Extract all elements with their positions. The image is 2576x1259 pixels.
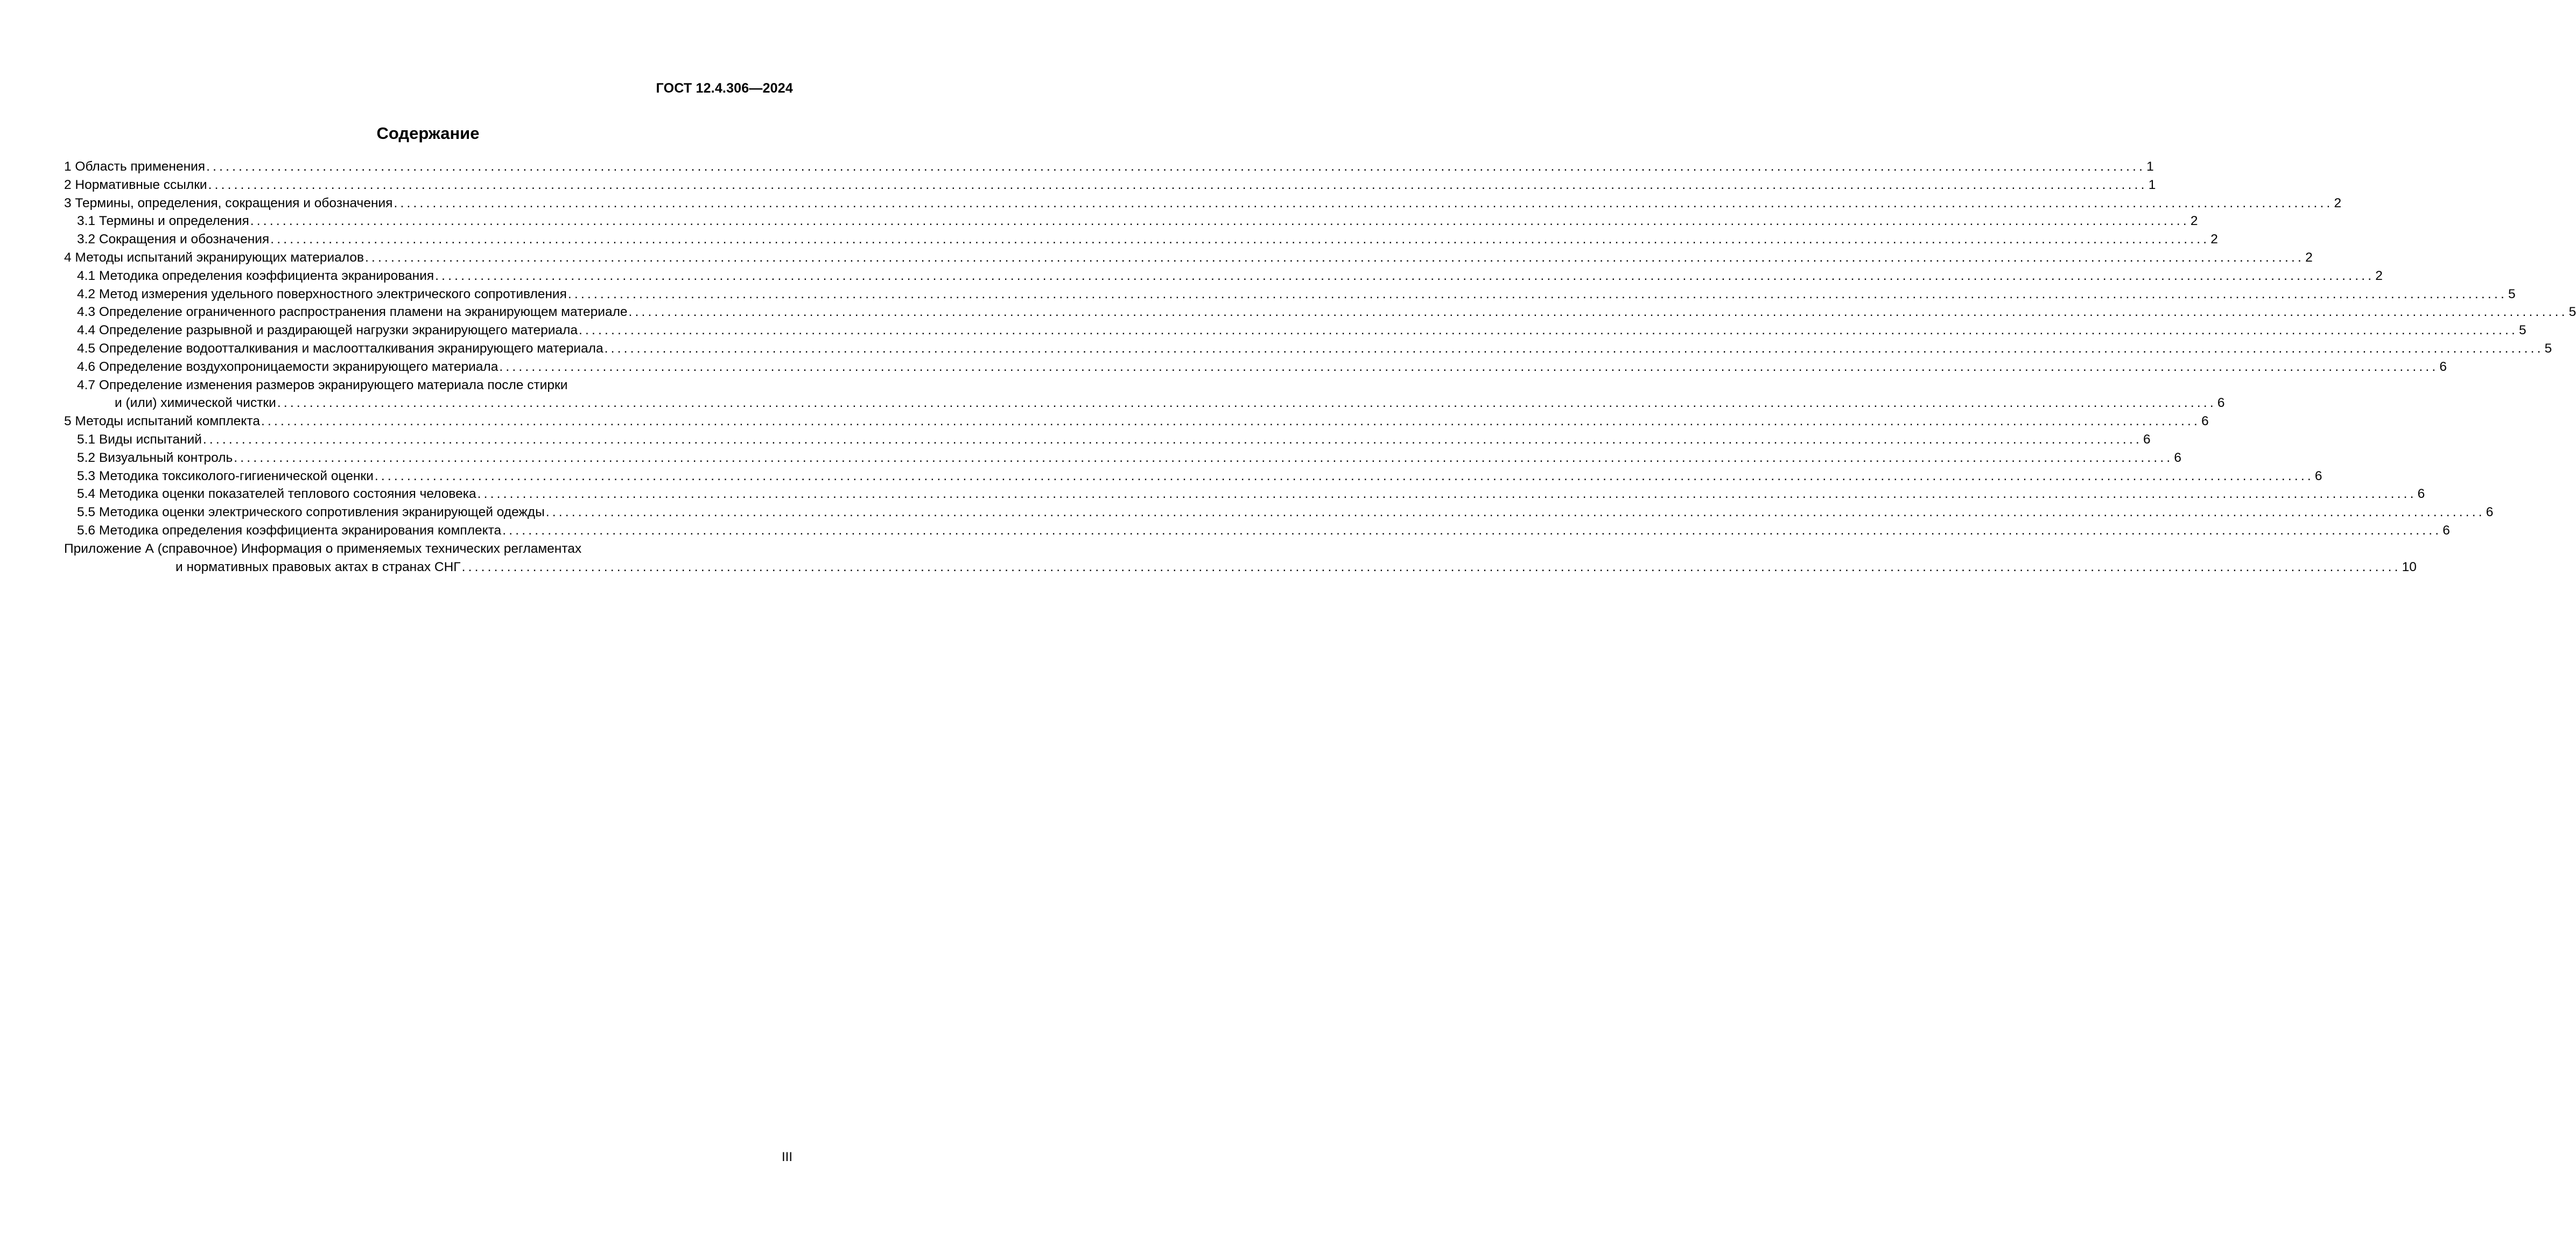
toc-dot-leader: ............................................................................................................................................................................................................................................................................................................	[435, 268, 2375, 283]
toc-entry[interactable]	[64, 412, 2209, 431]
toc-dot-leader: ............................................................................................................................................................................................................................................................................................................	[394, 195, 2333, 210]
toc-entry-page: 6	[2201, 414, 2209, 429]
toc-entry-title: 4 Методы испытаний экранирующих материалов	[64, 250, 364, 265]
toc-dot-leader: ............................................................................................................................................................................................................................................................................................................	[477, 487, 2417, 502]
page-number: III	[781, 1150, 792, 1164]
toc-dot-leader: ............................................................................................................................................................................................................................................................................................................	[202, 432, 2142, 447]
toc-entry-title: 2 Нормативные ссылки	[64, 177, 207, 192]
toc-entry[interactable]	[64, 358, 2447, 376]
toc-entry-title: 4.3 Определение ограниченного распространения пламени на экранирующем материале	[77, 305, 628, 320]
toc-entry-title: Приложение А (справочное) Информация о применяемых технических регламентах	[64, 541, 582, 556]
toc-entry[interactable]	[64, 394, 2225, 412]
toc-dot-leader: ............................................................................................................................................................................................................................................................................................................	[578, 323, 2518, 338]
toc-entry-page: 5	[2519, 323, 2526, 338]
toc-dot-leader: ............................................................................................................................................................................................................................................................................................................	[261, 414, 2201, 429]
toc-entry[interactable]	[64, 176, 2156, 194]
toc-entry-page: 5	[2568, 305, 2576, 320]
toc-entry-page: 6	[2174, 450, 2182, 465]
toc-entry[interactable]	[64, 540, 794, 558]
toc-entry-page: 6	[2143, 432, 2151, 447]
toc-entry-title: 1 Область применения	[64, 159, 206, 174]
toc-entry[interactable]	[64, 230, 2218, 249]
toc-entry-title: 5.3 Методика токсиколого-гигиенической оценки	[77, 468, 374, 483]
toc-entry-title: 5.5 Методика оценки электрического сопротивления экранирующей одежды	[77, 505, 545, 520]
toc-dot-leader: ............................................................................................................................................................................................................................................................................................................	[374, 468, 2314, 483]
toc-entry-page: 6	[2442, 523, 2450, 538]
toc-entry-title: 5 Методы испытаний комплекта	[64, 414, 260, 429]
toc-entry[interactable]	[64, 303, 2576, 321]
toc-entry[interactable]	[64, 194, 2342, 213]
toc-entry-page: 2	[2375, 268, 2383, 283]
toc-entry-page: 2	[2334, 195, 2342, 210]
toc-dot-leader: ............................................................................................................................................................................................................................................................................................................	[270, 232, 2210, 247]
toc-entry[interactable]	[64, 558, 2417, 576]
toc-entry-page: 6	[2217, 396, 2225, 411]
toc-entry-page: 5	[2544, 341, 2552, 356]
toc-dot-leader: ............................................................................................................................................................................................................................................................................................................	[277, 396, 2216, 411]
toc-entry[interactable]	[64, 249, 2313, 267]
toc-entry[interactable]	[64, 321, 2526, 340]
toc-entry-title: 4.2 Метод измерения удельного поверхностного электрического сопротивления	[77, 286, 567, 301]
toc-dot-leader: ............................................................................................................................................................................................................................................................................................................	[208, 177, 2147, 192]
toc-entry[interactable]	[64, 449, 2182, 467]
toc-entry[interactable]	[64, 376, 794, 395]
toc-title: Содержание	[376, 124, 480, 143]
toc-entry-page: 6	[2314, 468, 2322, 483]
toc-entry[interactable]	[64, 431, 2151, 449]
document-code: ГОСТ 12.4.306—2024	[656, 81, 793, 96]
toc-entry[interactable]	[64, 522, 2450, 540]
toc-entry-title: 5.2 Визуальный контроль	[77, 450, 233, 465]
toc-entry-title: и (или) химической чистки	[115, 396, 276, 411]
toc-entry-page: 2	[2305, 250, 2313, 265]
toc-dot-leader: ............................................................................................................................................................................................................................................................................................................	[545, 505, 2485, 520]
toc-entry[interactable]	[64, 485, 2425, 503]
toc-entry-page: 1	[2146, 159, 2154, 174]
toc-entry-page: 6	[2417, 487, 2425, 502]
toc-entry[interactable]	[64, 267, 2383, 285]
toc-dot-leader: ............................................................................................................................................................................................................................................................................................................	[567, 286, 2507, 301]
toc-entry[interactable]	[64, 467, 2322, 486]
toc-dot-leader: ............................................................................................................................................................................................................................................................................................................	[628, 305, 2568, 320]
toc-dot-leader: ............................................................................................................................................................................................................................................................................................................	[604, 341, 2544, 356]
toc-entry-title: 5.4 Методика оценки показателей теплового состояния человека	[77, 487, 476, 502]
toc-entry-title: 3.2 Сокращения и обозначения	[77, 232, 270, 247]
toc-entry-page: 6	[2439, 359, 2447, 374]
toc-dot-leader: ............................................................................................................................................................................................................................................................................................................	[461, 559, 2401, 574]
table-of-contents	[64, 158, 2576, 576]
toc-entry-title: 5.6 Методика определения коэффициента экранирования комплекта	[77, 523, 502, 538]
toc-dot-leader: ............................................................................................................................................................................................................................................................................................................	[206, 159, 2146, 174]
toc-entry[interactable]	[64, 503, 2494, 522]
toc-entry-page: 10	[2402, 559, 2417, 574]
toc-entry-title: 4.4 Определение разрывной и раздирающей нагрузки экранирующего материала	[77, 323, 578, 338]
toc-entry-title: 3.1 Термины и определения	[77, 214, 249, 229]
toc-dot-leader: ............................................................................................................................................................................................................................................................................................................	[364, 250, 2305, 265]
toc-entry-page: 5	[2508, 286, 2516, 301]
toc-dot-leader: ............................................................................................................................................................................................................................................................................................................	[234, 450, 2173, 465]
toc-entry-page: 2	[2210, 232, 2218, 247]
toc-entry[interactable]	[64, 212, 2198, 230]
toc-entry-title: 4.7 Определение изменения размеров экранирующего материала после стирки	[77, 377, 568, 392]
toc-entry[interactable]	[64, 340, 2552, 358]
toc-dot-leader: ............................................................................................................................................................................................................................................................................................................	[250, 214, 2189, 229]
toc-entry-title: 4.1 Методика определения коэффициента экранирования	[77, 268, 434, 283]
toc-entry-title: 4.6 Определение воздухопроницаемости экранирующего материала	[77, 359, 499, 374]
toc-entry-page: 1	[2148, 177, 2156, 192]
toc-entry-page: 2	[2190, 214, 2198, 229]
toc-entry-title: 4.5 Определение водоотталкивания и маслоотталкивания экранирующего материала	[77, 341, 603, 356]
toc-dot-leader: ............................................................................................................................................................................................................................................................................................................	[499, 359, 2439, 374]
toc-entry-page: 6	[2486, 505, 2494, 520]
toc-entry[interactable]	[64, 285, 2516, 304]
toc-entry-title: 5.1 Виды испытаний	[77, 432, 202, 447]
toc-entry-title: и нормативных правовых актах в странах СНГ	[176, 559, 461, 574]
toc-dot-leader: ............................................................................................................................................................................................................................................................................................................	[502, 523, 2442, 538]
toc-entry-title: 3 Термины, определения, сокращения и обозначения	[64, 195, 393, 210]
toc-entry[interactable]	[64, 158, 2154, 176]
